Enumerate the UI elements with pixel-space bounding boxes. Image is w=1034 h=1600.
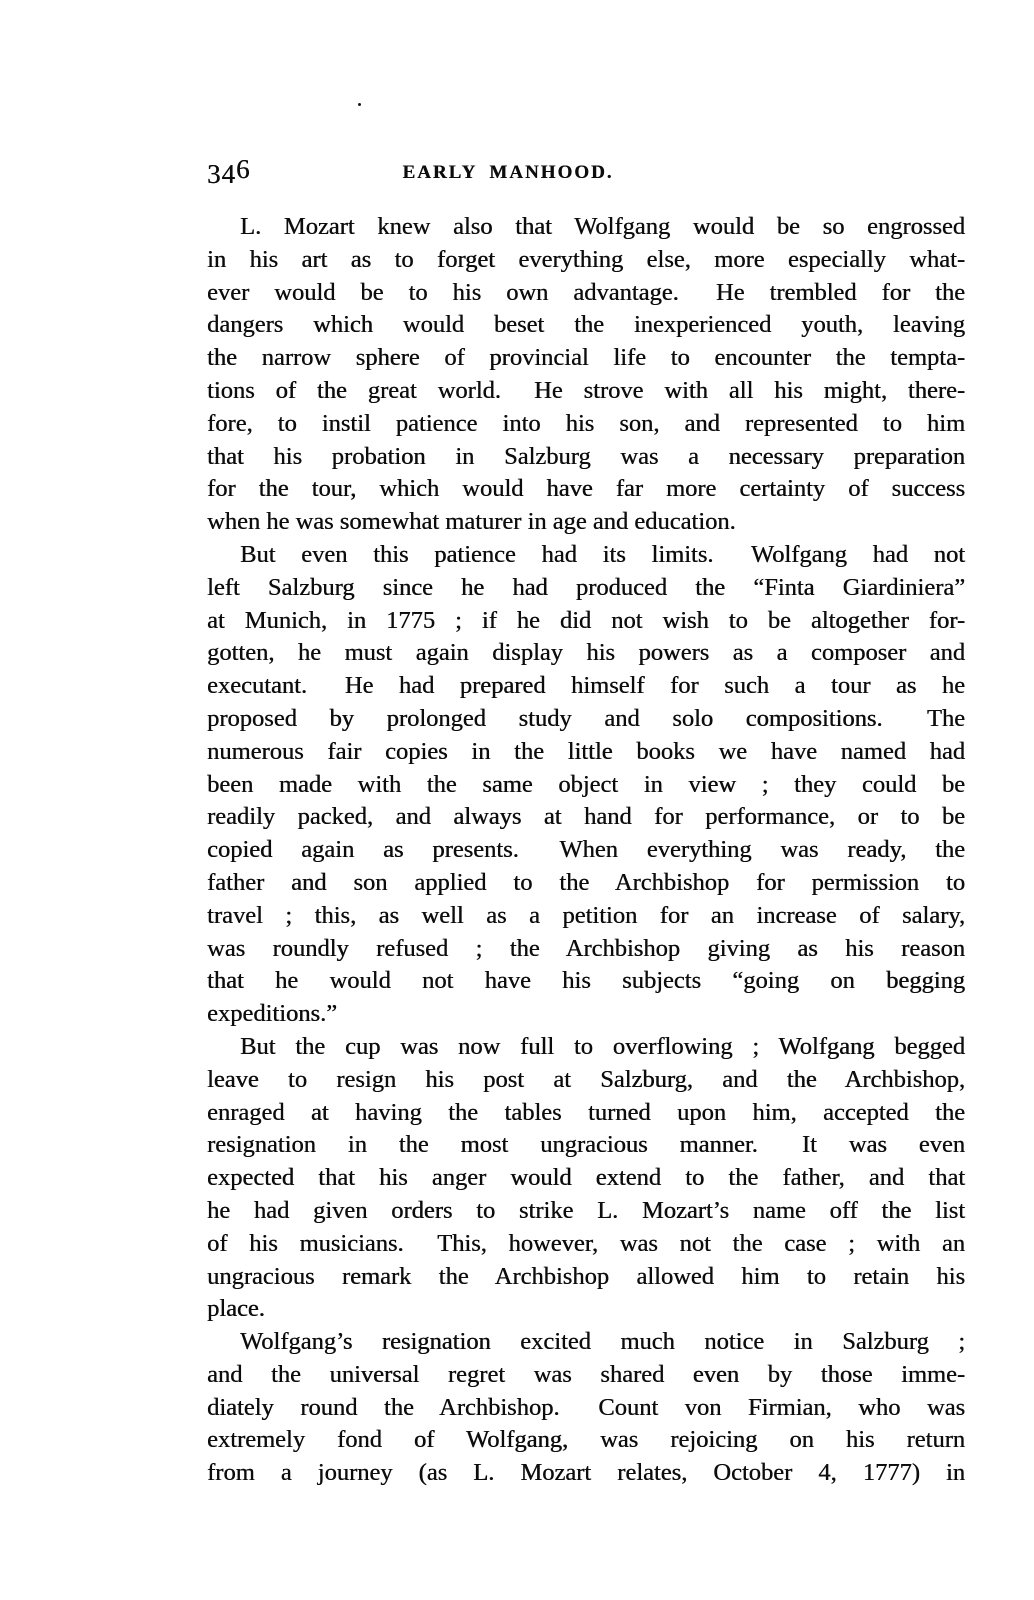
text-line: leave to resign his post at Salzburg, and the Archbishop,	[207, 1065, 965, 1093]
text-line: L. Mozart knew also that Wolfgang would be so engrossed	[240, 213, 965, 240]
text-line: copied again as presents. When everything was ready, the	[207, 836, 965, 864]
text-line: enraged at having the tables turned upon him, accepted the	[207, 1098, 965, 1126]
text-line: tions of the great world. He strove with all his might, there-	[207, 376, 965, 404]
text-line: for the tour, which would have far more certainty of success	[207, 475, 965, 503]
ink-speck	[358, 103, 361, 106]
text-line: diately round the Archbishop. Count von Firmian, who was	[207, 1393, 965, 1421]
text-line: But even this patience had its limits. Wolfgang had not	[240, 540, 965, 568]
text-line: fore, to instil patience into his son, and represented to him	[207, 409, 965, 437]
text-line: ungracious remark the Archbishop allowed him to retain his	[207, 1262, 965, 1290]
text-line: place.	[207, 1295, 265, 1323]
text-line: and the universal regret was shared even by those imme-	[207, 1360, 965, 1388]
text-line: the narrow sphere of provincial life to encounter the tempta-	[207, 344, 965, 372]
paragraph	[207, 1031, 965, 1326]
text-line: But the cup was now full to overflowing ; Wolfgang begged	[240, 1032, 965, 1060]
text-line: readily packed, and always at hand for performance, or to be	[207, 803, 965, 831]
paragraph	[207, 539, 965, 1031]
text-line: that his probation in Salzburg was a necessary preparation	[207, 442, 965, 470]
running-title: EARLY MANHOOD.	[402, 162, 614, 183]
text-line: from a journey (as L. Mozart relates, October 4, 1777) in	[207, 1459, 965, 1487]
digit: 6	[236, 154, 251, 184]
text-block	[207, 211, 965, 1490]
text-line: gotten, he must again display his powers as a composer and	[207, 639, 965, 667]
text-line: he had given orders to strike L. Mozart’s name off the list	[207, 1196, 965, 1224]
page-number	[207, 154, 251, 189]
text-line: proposed by prolonged study and solo compositions. The	[207, 704, 965, 732]
text-line: extremely fond of Wolfgang, was rejoicing on his return	[207, 1426, 965, 1454]
text-line: resignation in the most ungracious manner. It was even	[207, 1131, 965, 1159]
text-line: executant. He had prepared himself for such a tour as he	[207, 672, 965, 700]
text-line: expeditions.”	[207, 1000, 337, 1028]
text-line: when he was somewhat maturer in age and education.	[207, 508, 736, 536]
digit: 3	[207, 159, 222, 189]
text-line: at Munich, in 1775 ; if he did not wish to be altogether for-	[207, 606, 965, 634]
text-line: dangers which would beset the inexperienced youth, leaving	[207, 311, 965, 339]
text-line: was roundly refused ; the Archbishop giving as his reason	[207, 934, 965, 962]
text-line: travel ; this, as well as a petition for an increase of salary,	[207, 901, 965, 929]
digit: 4	[221, 159, 236, 189]
text-line: of his musicians. This, however, was not the case ; with an	[207, 1229, 965, 1257]
text-line: been made with the same object in view ; they could be	[207, 770, 965, 798]
text-line: that he would not have his subjects “going on begging	[207, 967, 965, 995]
paragraph	[207, 1326, 965, 1490]
text-line: left Salzburg since he had produced the “Finta Giardiniera”	[207, 573, 965, 601]
text-line: ever would be to his own advantage. He trembled for the	[207, 278, 965, 306]
text-line: expected that his anger would extend to the father, and that	[207, 1164, 965, 1192]
text-line: father and son applied to the Archbishop for permission to	[207, 868, 965, 896]
text-line: numerous fair copies in the little books we have named had	[207, 737, 965, 765]
paragraph	[207, 211, 965, 539]
text-line: Wolfgang’s resignation excited much notice in Salzburg ;	[240, 1328, 965, 1356]
text-line: in his art as to forget everything else, more especially what-	[207, 245, 965, 273]
